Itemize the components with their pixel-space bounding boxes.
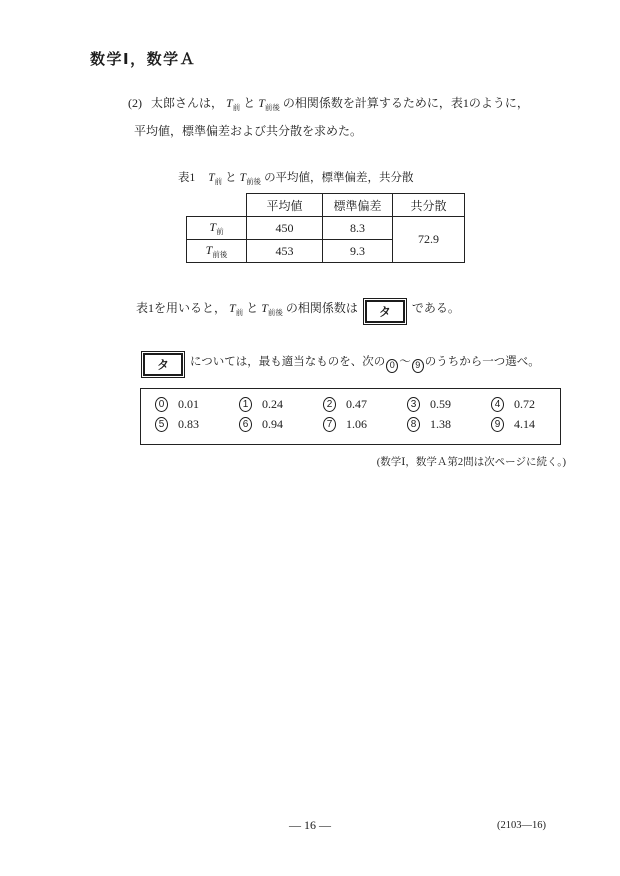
choice-circle: 8 bbox=[407, 417, 420, 432]
col-header-cov: 共分散 bbox=[393, 194, 465, 217]
document-code: (2103—16) bbox=[497, 820, 546, 831]
col-header-mean: 平均値 bbox=[247, 194, 323, 217]
caption-text-1: と bbox=[225, 172, 237, 184]
math-var-base: T bbox=[261, 301, 268, 315]
choice-circle: 5 bbox=[155, 417, 168, 432]
math-var-base: T bbox=[226, 96, 233, 110]
choice-value: 0.72 bbox=[514, 397, 535, 411]
choice-circle: 0 bbox=[155, 397, 168, 412]
statement-text-1: 太郎さんは， bbox=[151, 96, 224, 110]
choice-circle: 9 bbox=[491, 417, 504, 432]
math-var-t-mae bbox=[229, 301, 243, 315]
continuation-note: (数学Ⅰ，数学Ａ第2問は次ページに続く。) bbox=[376, 457, 566, 468]
choice-circle: 6 bbox=[239, 417, 252, 432]
row-label-t-zengo bbox=[187, 240, 247, 263]
choice-circle: 1 bbox=[239, 397, 252, 412]
cell-covariance: 72.9 bbox=[393, 217, 465, 263]
choice-circle: 7 bbox=[323, 417, 336, 432]
table-corner-cell bbox=[187, 194, 247, 217]
choice-option-3 bbox=[407, 397, 491, 412]
problem-statement-line2: 平均値，標準偏差および共分散を求めた。 bbox=[134, 124, 363, 138]
question-text-2: と bbox=[246, 301, 259, 315]
math-var-subscript: 前 bbox=[232, 103, 241, 112]
math-var-subscript: 前 bbox=[214, 177, 223, 186]
choice-option-2 bbox=[323, 397, 407, 412]
cell-mean-t-zengo: 453 bbox=[247, 240, 323, 263]
choice-option-7 bbox=[323, 417, 407, 432]
answer-blank-box-ta: タ bbox=[365, 300, 405, 323]
math-var-t-mae bbox=[226, 96, 240, 110]
question-text-1: 表1を用いると， bbox=[136, 301, 227, 315]
math-var-subscript: 前後 bbox=[212, 249, 228, 259]
choice-option-0 bbox=[155, 397, 239, 412]
page-number: — 16 — bbox=[289, 818, 331, 832]
math-var-base: T bbox=[208, 172, 215, 184]
problem-statement-line1 bbox=[128, 94, 529, 113]
caption-text-2: の平均値，標準偏差，共分散 bbox=[264, 172, 414, 184]
choice-option-5 bbox=[155, 417, 239, 432]
math-var-base: T bbox=[239, 172, 247, 184]
circled-digit-9-icon: 9 bbox=[412, 359, 424, 373]
page-title: 数学Ⅰ，数学Ａ bbox=[90, 51, 197, 68]
table-header-row bbox=[187, 194, 465, 217]
table-caption-label: 表1 bbox=[178, 172, 196, 184]
math-var-base: T bbox=[258, 96, 265, 110]
choice-option-8 bbox=[407, 417, 491, 432]
choice-value: 0.47 bbox=[346, 397, 367, 411]
math-var-subscript: 前 bbox=[235, 308, 244, 317]
choice-value: 0.24 bbox=[262, 397, 283, 411]
math-var-subscript: 前後 bbox=[246, 177, 262, 186]
choice-value: 0.83 bbox=[178, 417, 199, 431]
choice-option-1 bbox=[239, 397, 323, 412]
choice-circle: 4 bbox=[491, 397, 504, 412]
choice-value: 0.59 bbox=[430, 397, 451, 411]
choice-value: 4.14 bbox=[514, 417, 535, 431]
question-text-4: である。 bbox=[411, 301, 460, 315]
choice-option-9 bbox=[491, 417, 575, 432]
circled-digit-0-icon: 0 bbox=[386, 359, 398, 373]
problem-number: (2) bbox=[128, 96, 142, 110]
choice-value: 0.01 bbox=[178, 397, 199, 411]
cell-mean-t-mae: 450 bbox=[247, 217, 323, 240]
choices-row-1 bbox=[141, 397, 560, 412]
table-row bbox=[187, 217, 465, 240]
math-var-subscript: 前 bbox=[216, 226, 224, 236]
choice-value: 1.06 bbox=[346, 417, 367, 431]
cell-sd-t-mae: 8.3 bbox=[323, 217, 393, 240]
choice-instruction bbox=[136, 353, 540, 376]
instruction-text-2: のうちから一つ選べ。 bbox=[424, 356, 540, 368]
math-var-t-mae bbox=[208, 172, 222, 184]
cell-sd-t-zengo: 9.3 bbox=[323, 240, 393, 263]
math-var-base: T bbox=[209, 219, 217, 234]
statistics-table bbox=[186, 193, 465, 263]
math-var-base: T bbox=[205, 242, 213, 257]
instruction-text-1: については，最も適当なものを、次の bbox=[190, 356, 386, 368]
answer-blank-box-ta: タ bbox=[143, 353, 183, 376]
statement-text-3: の相関係数を計算するために，表1のように， bbox=[282, 96, 529, 110]
question-sentence bbox=[136, 299, 460, 323]
math-var-t-zengo bbox=[258, 96, 280, 110]
choice-option-6 bbox=[239, 417, 323, 432]
choice-circle: 3 bbox=[407, 397, 420, 412]
choice-option-4 bbox=[491, 397, 575, 412]
question-text-3: の相関係数は bbox=[285, 301, 358, 315]
math-var-t-zengo bbox=[240, 172, 261, 184]
math-var-base: T bbox=[229, 301, 236, 315]
answer-choices-box bbox=[140, 388, 561, 445]
choices-row-2 bbox=[141, 417, 560, 432]
math-var-subscript: 前後 bbox=[264, 103, 280, 112]
math-var-t-zengo bbox=[261, 301, 283, 315]
table-caption bbox=[178, 169, 414, 187]
choice-value: 1.38 bbox=[430, 417, 451, 431]
math-var-subscript: 前後 bbox=[267, 308, 283, 317]
instruction-range-tilde: 〜 bbox=[399, 356, 411, 368]
choice-circle: 2 bbox=[323, 397, 336, 412]
statement-text-2: と bbox=[243, 96, 256, 110]
col-header-sd: 標準偏差 bbox=[323, 194, 393, 217]
choice-value: 0.94 bbox=[262, 417, 283, 431]
row-label-t-mae bbox=[187, 217, 247, 240]
